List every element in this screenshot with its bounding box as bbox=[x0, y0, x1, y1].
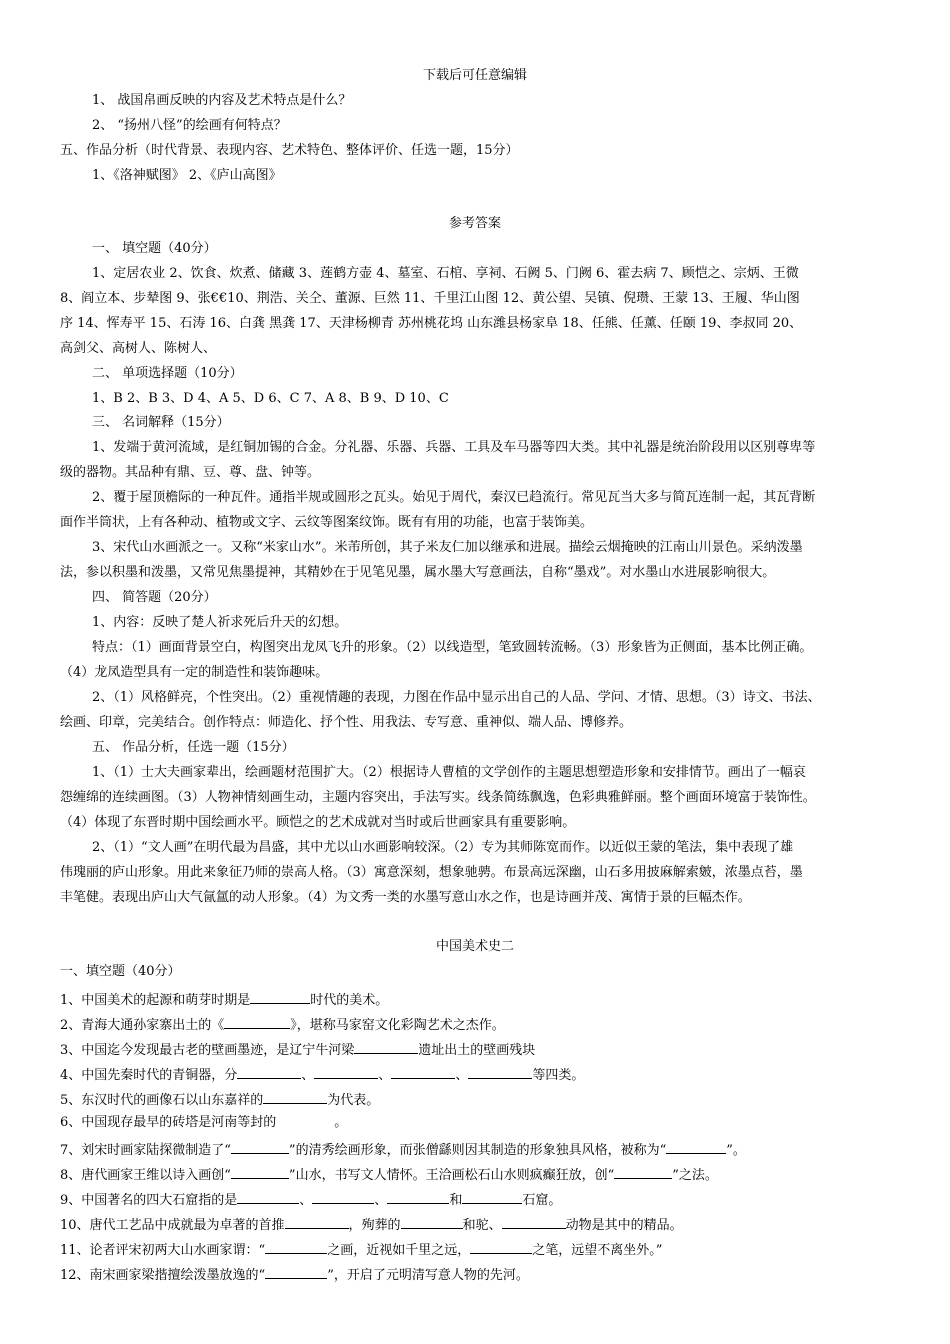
answers-s2-heading: 二、 单项选择题（10分） bbox=[92, 366, 243, 381]
answers-s3-line: 级的器物。其品种有鼎、豆、尊、盘、钟等。 bbox=[60, 465, 321, 480]
answer-blank[interactable] bbox=[250, 989, 310, 1004]
header-note: 下载后可任意编辑 bbox=[422, 68, 527, 83]
exam2-question-6: 6、中国现存最早的砖塔是河南等封的 。 bbox=[60, 1115, 348, 1130]
exam2-s1-heading: 一、填空题（40分） bbox=[60, 964, 181, 979]
answer-blank[interactable] bbox=[224, 1014, 290, 1029]
answer-blank[interactable] bbox=[401, 1214, 463, 1229]
exam2-question-9: 9、中国著名的四大石窟指的是 、 、 和 石窟。 bbox=[60, 1189, 561, 1210]
answer-blank[interactable] bbox=[502, 1214, 566, 1229]
answers-s4-line: 绘画、印章，完美结合。创作特点：师造化、抒个性、用我法、专写意、重神似、端人品、博修养。 bbox=[60, 715, 633, 730]
answer-blank[interactable] bbox=[265, 1264, 327, 1279]
answer-blank[interactable] bbox=[263, 1089, 327, 1104]
answers-s4-line: 1、内容：反映了楚人祈求死后升天的幻想。 bbox=[92, 615, 348, 630]
answers-s1-line: 序 14、恽寿平 15、石涛 16、白龚 黑龚 17、天津杨柳青 苏州桃花坞 山东潍县杨家阜 18、任熊、任薰、任颐 19、李叔同 20、 bbox=[60, 316, 803, 331]
answers-s1-line: 8、阎立本、步辇图 9、张€€10、荆浩、关仝、董源、巨然 11、千里江山图 12、黄公望、吴镇、倪瓒、王蒙 13、王履、华山图 bbox=[60, 291, 800, 306]
answers-s3-line: 面作半筒状，上有各种动、植物或文字、云纹等图案纹饰。既有有用的功能，也富于装饰美。 bbox=[60, 515, 594, 530]
answer-blank[interactable] bbox=[387, 1189, 449, 1204]
answer-blank[interactable] bbox=[462, 1189, 522, 1204]
exam2-question-8: 8、唐代画家王维以诗入画创“ ”山水，书写文人情怀。王洽画松石山水则疯癫狂放，创“ ”之法。 bbox=[60, 1164, 718, 1185]
answer-blank[interactable] bbox=[265, 1239, 327, 1254]
answer-blank[interactable] bbox=[237, 1064, 301, 1079]
exam2-question-10: 10、唐代工艺品中成就最为卓著的首推 ，殉葬的 和驼、 动物是其中的精品。 bbox=[60, 1214, 683, 1235]
answer-blank[interactable] bbox=[391, 1064, 455, 1079]
answers-s5-line: 怨缠绵的连续画图。（3）人物神情刻画生动，主题内容突出，手法写实。线条简练飘逸，色彩典雅鲜丽。整个画面环境富于装饰性。 bbox=[60, 790, 816, 805]
answers-s3-heading: 三、 名词解释（15分） bbox=[92, 415, 230, 430]
exam2-question-1: 1、中国美术的起源和萌芽时期是 时代的美术。 bbox=[60, 989, 388, 1010]
answers-s1-line: 高剑父、高树人、陈树人、 bbox=[60, 341, 217, 356]
answer-blank[interactable] bbox=[470, 1239, 532, 1254]
answer-blank[interactable] bbox=[231, 1139, 289, 1154]
exam2-title: 中国美术史二 bbox=[435, 939, 514, 954]
answer-blank[interactable] bbox=[614, 1164, 672, 1179]
answers-s3-line: 3、宋代山水画派之一。又称“米家山水”。米芾所创，其子米友仁加以继承和进展。描绘云烟掩映的江南山川景色。采纳泼墨 bbox=[92, 540, 803, 555]
answers-s2-line: 1、B 2、B 3、D 4、A 5、D 6、C 7、A 8、B 9、D 10、C bbox=[92, 391, 449, 406]
answers-s3-line: 1、发端于黄河流域，是红铜加锡的合金。分礼器、乐器、兵器、工具及车马器等四大类。其中礼器是统治阶段用以区别尊卑等 bbox=[92, 440, 816, 455]
answers-s4-heading: 四、 简答题（20分） bbox=[92, 590, 217, 605]
exam1-section-5-heading: 五、作品分析（时代背景、表现内容、艺术特色、整体评价、任选一题，15分） bbox=[60, 143, 519, 158]
answer-blank[interactable] bbox=[354, 1039, 418, 1054]
answers-s5-line: （4）体现了东晋时期中国绘画水平。顾恺之的艺术成就对当时或后世画家具有重要影响。 bbox=[60, 815, 576, 830]
answers-s5-heading: 五、 作品分析，任选一题（15分） bbox=[92, 740, 295, 755]
exam2-question-7: 7、刘宋时画家陆探微制造了“ ”的清秀绘画形象，而张僧繇则因其制造的形象独具风格，被称为“ ”。 bbox=[60, 1139, 746, 1160]
answer-blank[interactable] bbox=[312, 1189, 374, 1204]
exam2-question-5: 5、东汉时代的画像石以山东嘉祥的 为代表。 bbox=[60, 1089, 379, 1110]
answer-blank[interactable] bbox=[314, 1064, 378, 1079]
exam2-question-3: 3、中国迄今发现最古老的壁画墨迹，是辽宁牛河梁 遗址出土的壁画残块 bbox=[60, 1039, 535, 1060]
exam1-question-1: 1、 战国帛画反映的内容及艺术特点是什么？ bbox=[92, 93, 352, 108]
answers-s3-line: 2、覆于屋顶檐际的一种瓦件。通指半规或圆形之瓦头。始见于周代，秦汉已趋流行。常见瓦当大多与简瓦连制一起，其瓦背断 bbox=[92, 490, 816, 505]
answers-s4-line: （4）龙凤造型具有一定的制造性和装饰趣味。 bbox=[60, 665, 329, 680]
answers-s1-line: 1、定居农业 2、饮食、炊煮、储藏 3、莲鹤方壶 4、墓室、石棺、享祠、石阙 5、门阙 6、霍去病 7、顾恺之、宗炳、王微 bbox=[92, 266, 799, 281]
answers-s5-line: 丰笔健。表现出庐山大气氤氲的动人形象。（4）为文秀一类的水墨写意山水之作，也是诗画并茂、寓情于景的巨幅杰作。 bbox=[60, 890, 751, 905]
exam2-question-12: 12、南宋画家梁揩擅绘泼墨放逸的“ ”，开启了元明清写意人物的先河。 bbox=[60, 1264, 529, 1285]
answers-s4-line: 2、（1）风格鲜亮，个性突出。（2）重视情趣的表现，力图在作品中显示出自己的人品、学问、才情、思想。（3）诗文、书法、 bbox=[92, 690, 821, 705]
answers-s5-line: 1、（1）士大夫画家辈出，绘画题材范围扩大。（2）根据诗人曹植的文学创作的主题思想塑造形象和安排情节。画出了一幅哀 bbox=[92, 765, 806, 780]
answer-blank[interactable] bbox=[468, 1064, 532, 1079]
exam2-question-11: 11、论者评宋初两大山水画家谓：“ 之画，近视如千里之远， 之笔，远望不离坐外。” bbox=[60, 1239, 662, 1260]
answers-s4-line: 特点：（1）画面背景空白，构图突出龙凤飞升的形象。（2）以线造型，笔致圆转流畅。（3）形象皆为正侧面，基本比例正确。 bbox=[92, 640, 813, 655]
answers-s3-line: 法，参以积墨和泼墨，又常见焦墨提神，其精妙在于见笔见墨，属水墨大写意画法，自称“墨戏”。对水墨山水进展影响很大。 bbox=[60, 565, 776, 580]
answer-blank[interactable] bbox=[285, 1214, 349, 1229]
exam2-question-2: 2、青海大通孙家寨出土的《 》，堪称马家窑文化彩陶艺术之杰作。 bbox=[60, 1014, 505, 1035]
answers-s5-line: 伟瑰丽的庐山形象。用此来象征乃师的崇高人格。（3）寓意深刻，想象驰骋。布景高远深幽，山石多用披麻解索皴，浓墨点苔，墨 bbox=[60, 865, 803, 880]
answers-s1-heading: 一、 填空题（40分） bbox=[92, 241, 217, 256]
exam1-section-5-options: 1、《洛神赋图》 2、《庐山高图》 bbox=[92, 168, 282, 183]
answer-blank[interactable] bbox=[231, 1164, 289, 1179]
exam2-question-4: 4、中国先秦时代的青铜器，分 、 、 、 等四类。 bbox=[60, 1064, 584, 1085]
answers-title: 参考答案 bbox=[448, 216, 501, 231]
answers-s5-line: 2、（1）“文人画”在明代最为昌盛，其中尤以山水画影响较深。（2）专为其师陈宽而作。以近似王蒙的笔法，集中表现了雄 bbox=[92, 840, 794, 855]
answer-blank[interactable] bbox=[237, 1189, 299, 1204]
exam1-question-2: 2、 “扬州八怪”的绘画有何特点？ bbox=[92, 118, 287, 133]
answer-blank[interactable] bbox=[666, 1139, 726, 1154]
